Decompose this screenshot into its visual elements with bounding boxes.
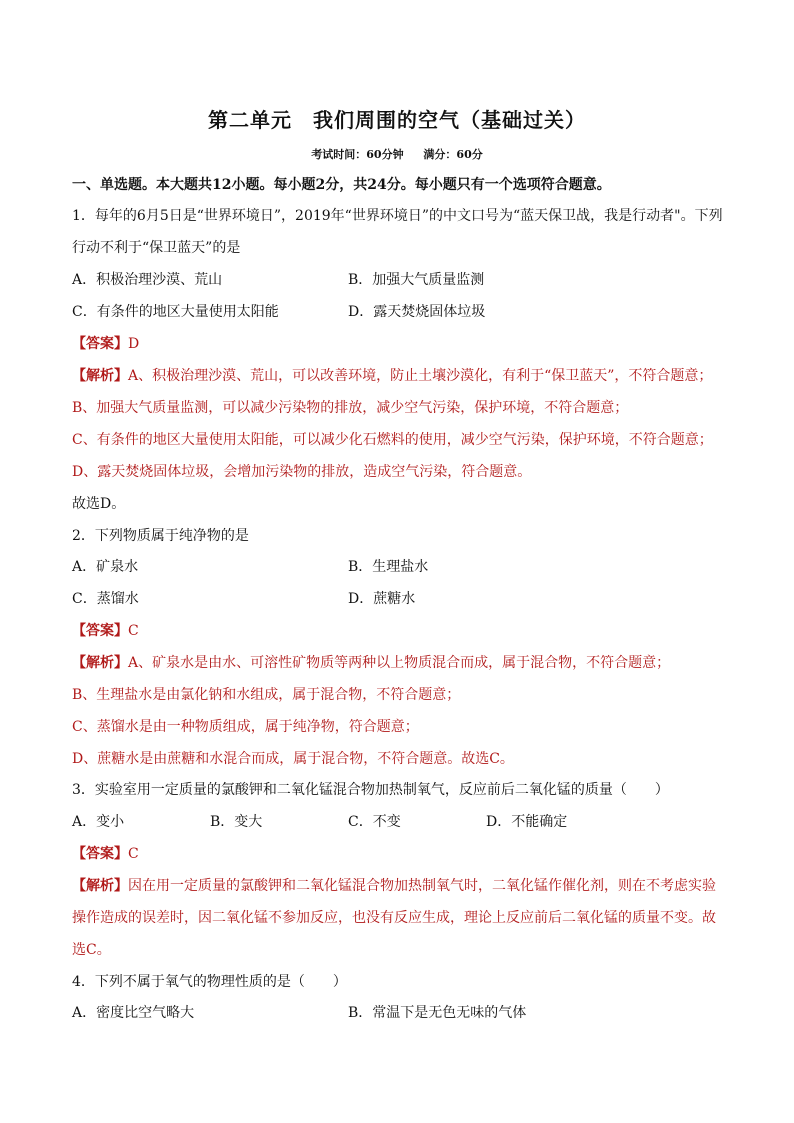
q1-stem-line1: 1．每年的6月5日是“世界环境日”，2019年“世界环境日”的中文口号为“蓝天保卫战，我是行动者"。下列: [72, 208, 723, 224]
answer-value: C: [128, 623, 139, 639]
q2-option-c: C．蒸馏水: [72, 591, 139, 607]
q1-analysis-line1: [72, 366, 712, 386]
q1-option-d: D．露天焚烧固体垃圾: [348, 304, 486, 320]
analysis-tag: 【解析】: [72, 655, 128, 671]
analysis-text: A、矿泉水是由水、可溶性矿物质等两种以上物质混合而成，属于混合物，不符合题意；: [128, 655, 671, 671]
q1-option-a: A．积极治理沙漠、荒山: [72, 272, 223, 288]
q2-answer: [72, 621, 139, 641]
answer-tag: 【答案】: [72, 336, 128, 352]
exam-time: 考试时间：60分钟: [311, 148, 404, 161]
q2-analysis-line4: D、蔗糖水是由蔗糖和水混合而成，属于混合物，不符合题意。故选C。: [72, 751, 514, 767]
q1-stem-line2: 行动不利于“保卫蓝天”的是: [72, 240, 241, 256]
q1-analysis-line4: D、露天焚烧固体垃圾，会增加污染物的排放，造成空气污染，符合题意。: [72, 464, 532, 480]
q2-stem: 2．下列物质属于纯净物的是: [72, 528, 249, 544]
q3-option-d: D．不能确定: [486, 814, 568, 830]
q3-option-a: A．变小: [72, 814, 125, 830]
section-heading: 一、单选题。本大题共12小题。每小题2分，共24分。每小题只有一个选项符合题意。: [72, 177, 611, 193]
answer-value: C: [128, 846, 139, 862]
q3-analysis-line1: [72, 876, 716, 896]
answer-tag: 【答案】: [72, 846, 128, 862]
q1-option-b: B．加强大气质量监测: [348, 272, 485, 288]
q2-option-a: A．矿泉水: [72, 559, 139, 575]
q2-analysis-line3: C、蒸馏水是由一种物质组成，属于纯净物，符合题意；: [72, 719, 419, 735]
analysis-text: 因在用一定质量的氯酸钾和二氧化锰混合物加热制氧气时，二氧化锰作催化剂，则在不考虑实验: [128, 878, 716, 894]
q1-analysis-line2: B、加强大气质量监测，可以减少污染物的排放，减少空气污染，保护环境，不符合题意；: [72, 400, 629, 416]
q4-option-b: B．常温下是无色无味的气体: [348, 1005, 527, 1021]
q4-option-a: A．密度比空气略大: [72, 1005, 195, 1021]
q1-answer: [72, 334, 139, 354]
analysis-text: A、积极治理沙漠、荒山，可以改善环境，防止土壤沙漠化，有利于“保卫蓝天”，不符合题意；: [128, 368, 713, 384]
q1-conclusion: 故选D。: [72, 496, 126, 512]
answer-value: D: [128, 336, 140, 352]
q3-option-b: B．变大: [210, 814, 263, 830]
analysis-tag: 【解析】: [72, 878, 128, 894]
q1-analysis-line3: C、有条件的地区大量使用太阳能，可以减少化石燃料的使用，减少空气污染，保护环境，不符合题意；: [72, 432, 713, 448]
exam-score: 满分：60分: [423, 148, 483, 161]
answer-tag: 【答案】: [72, 623, 128, 639]
q3-stem: 3．实验室用一定质量的氯酸钾和二氧化锰混合物加热制氧气，反应前后二氧化锰的质量（ ）: [72, 782, 669, 798]
q2-analysis-line2: B、生理盐水是由氯化钠和水组成，属于混合物，不符合题意；: [72, 687, 461, 703]
q3-answer: [72, 844, 139, 864]
analysis-tag: 【解析】: [72, 368, 128, 384]
q2-analysis-line1: [72, 653, 670, 673]
q2-option-d: D．蔗糖水: [348, 591, 416, 607]
q2-option-b: B．生理盐水: [348, 559, 429, 575]
page-title: 第二单元 我们周围的空气（基础过关）: [208, 108, 586, 132]
q3-analysis-line2: 操作造成的误差时，因二氧化锰不参加反应，也没有反应生成，理论上反应前后二氧化锰的质量不变。故: [72, 910, 716, 926]
q3-option-c: C．不变: [348, 814, 401, 830]
exam-info: [0, 146, 794, 162]
q3-analysis-line3: 选C。: [72, 942, 111, 958]
q4-stem: 4．下列不属于氧气的物理性质的是（ ）: [72, 974, 347, 990]
q1-option-c: C．有条件的地区大量使用太阳能: [72, 304, 279, 320]
